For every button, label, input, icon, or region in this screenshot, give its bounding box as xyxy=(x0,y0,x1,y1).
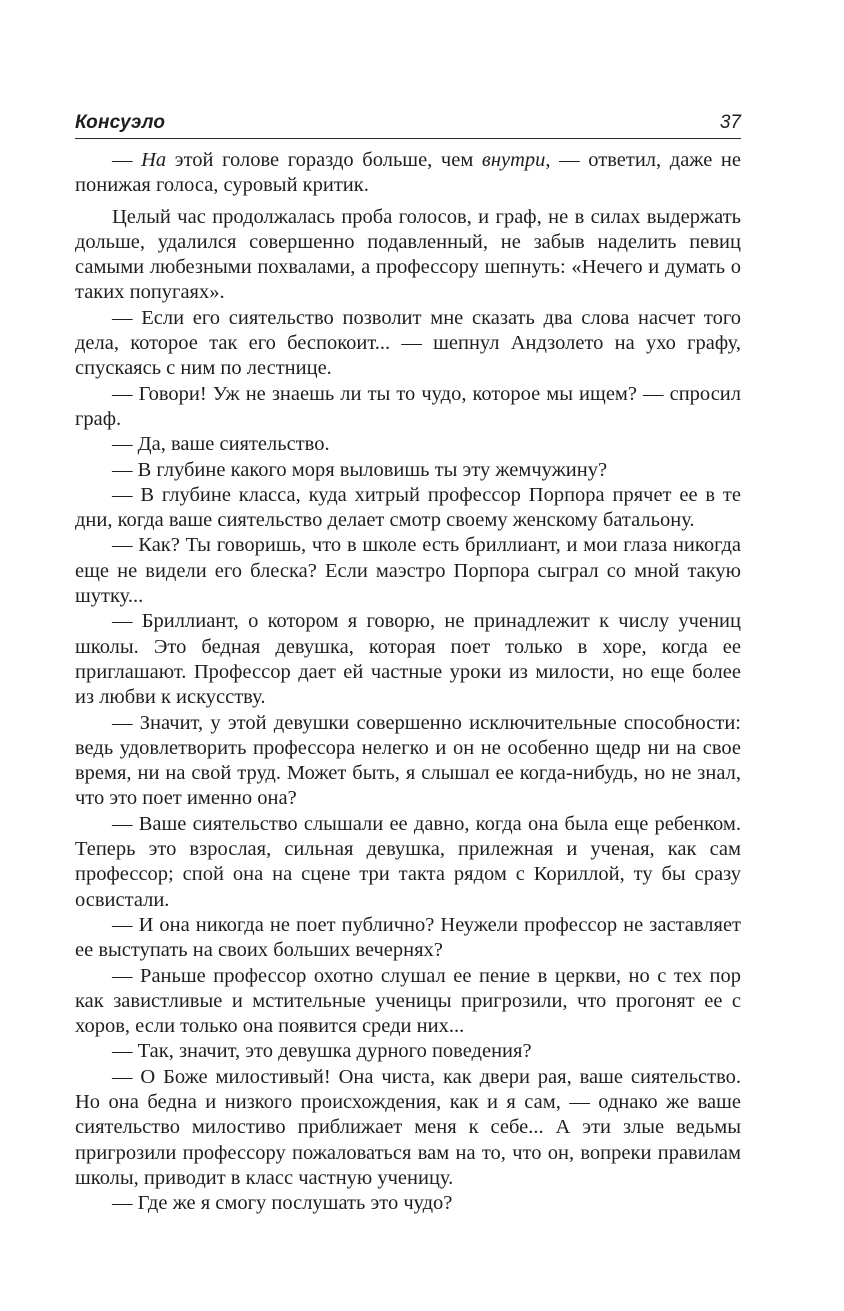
paragraph: — Как? Ты говоришь, что в школе есть бриллиант, и мои глаза никогда еще не видели его блеска? Если маэстро Порпора сыграл со мной такую шутку... xyxy=(75,534,741,608)
paragraph: — Где же я смогу послушать это чудо? xyxy=(112,1192,453,1215)
paragraph: Целый час продолжалась проба голосов, и граф, не в силах выдержать дольше, удалился совершенно подавленный, не забыв наделить певиц самыми любезными похвалами, а профессору шепнуть: «Нечего и думать о таких попугаях». xyxy=(75,205,741,304)
page-number: 37 xyxy=(719,112,741,133)
paragraph: — Если его сиятельство позволит мне сказать два слова насчет того дела, которое так его беспокоит... — шепнул Андзолето на ухо графу, спускаясь с ним по лестнице. xyxy=(75,306,741,380)
body-text xyxy=(75,148,741,1216)
paragraph: — Да, ваше сиятельство. xyxy=(112,433,330,456)
running-title: Консуэло xyxy=(75,112,166,133)
paragraph: — На этой голове гораздо больше, чем внутри, — ответил, даже не понижая голоса, суровый критик. xyxy=(75,149,741,197)
paragraph: — Раньше профессор охотно слушал ее пение в церкви, но с тех пор как завистливые и мстительные ученицы пригрозили, что прогонят ее с хоров, если только она появится среди них... xyxy=(75,964,741,1038)
paragraph: — В глубине какого моря выловишь ты эту жемчужину? xyxy=(112,458,608,481)
running-header xyxy=(75,112,741,139)
paragraph: — О Боже милостивый! Она чиста, как двери рая, ваше сиятельство. Но она бедна и низкого происхождения, как и я сам, — однако же ваше сиятельство милостиво приближает меня к себе... А эти злые ведьмы пригрозили профессору пожаловаться вам на то, что он, вопреки правилам школы, приводит в класс частную ученицу. xyxy=(75,1065,741,1189)
paragraph: — Бриллиант, о котором я говорю, не принадлежит к числу учениц школы. Это бедная девушка, которая поет только в хоре, когда ее приглашают. Профессор дает ей частные уроки из милости, но еще более из любви к искусству. xyxy=(75,610,741,709)
paragraph: — Так, значит, это девушка дурного поведения? xyxy=(112,1040,532,1063)
paragraph: — И она никогда не поет публично? Неужели профессор не заставляет ее выступать на своих больших вечернях? xyxy=(75,913,741,962)
paragraph: — Ваше сиятельство слышали ее давно, когда она была еще ребенком. Теперь это взрослая, сильная девушка, прилежная и ученая, как сам профессор; спой она на сцене три такта рядом с Кориллой, ту бы сразу освистали. xyxy=(75,812,741,911)
paragraph: — Говори! Уж не знаешь ли ты то чудо, которое мы ищем? — спросил граф. xyxy=(75,382,741,430)
paragraph: — В глубине класса, куда хитрый профессор Порпора прячет ее в те дни, когда ваше сиятельство делает смотр своему женскому батальону. xyxy=(75,483,741,532)
emphasis: внутри xyxy=(481,149,546,171)
emphasis: На xyxy=(141,149,167,171)
paragraph: — Значит, у этой девушки совершенно исключительные способности: ведь удовлетворить профессора нелегко и он не особенно щедр ни на свое время, ни на свой труд. Может быть, я слышал ее когда-нибудь, но не знал, что это поет именно она? xyxy=(75,711,741,810)
